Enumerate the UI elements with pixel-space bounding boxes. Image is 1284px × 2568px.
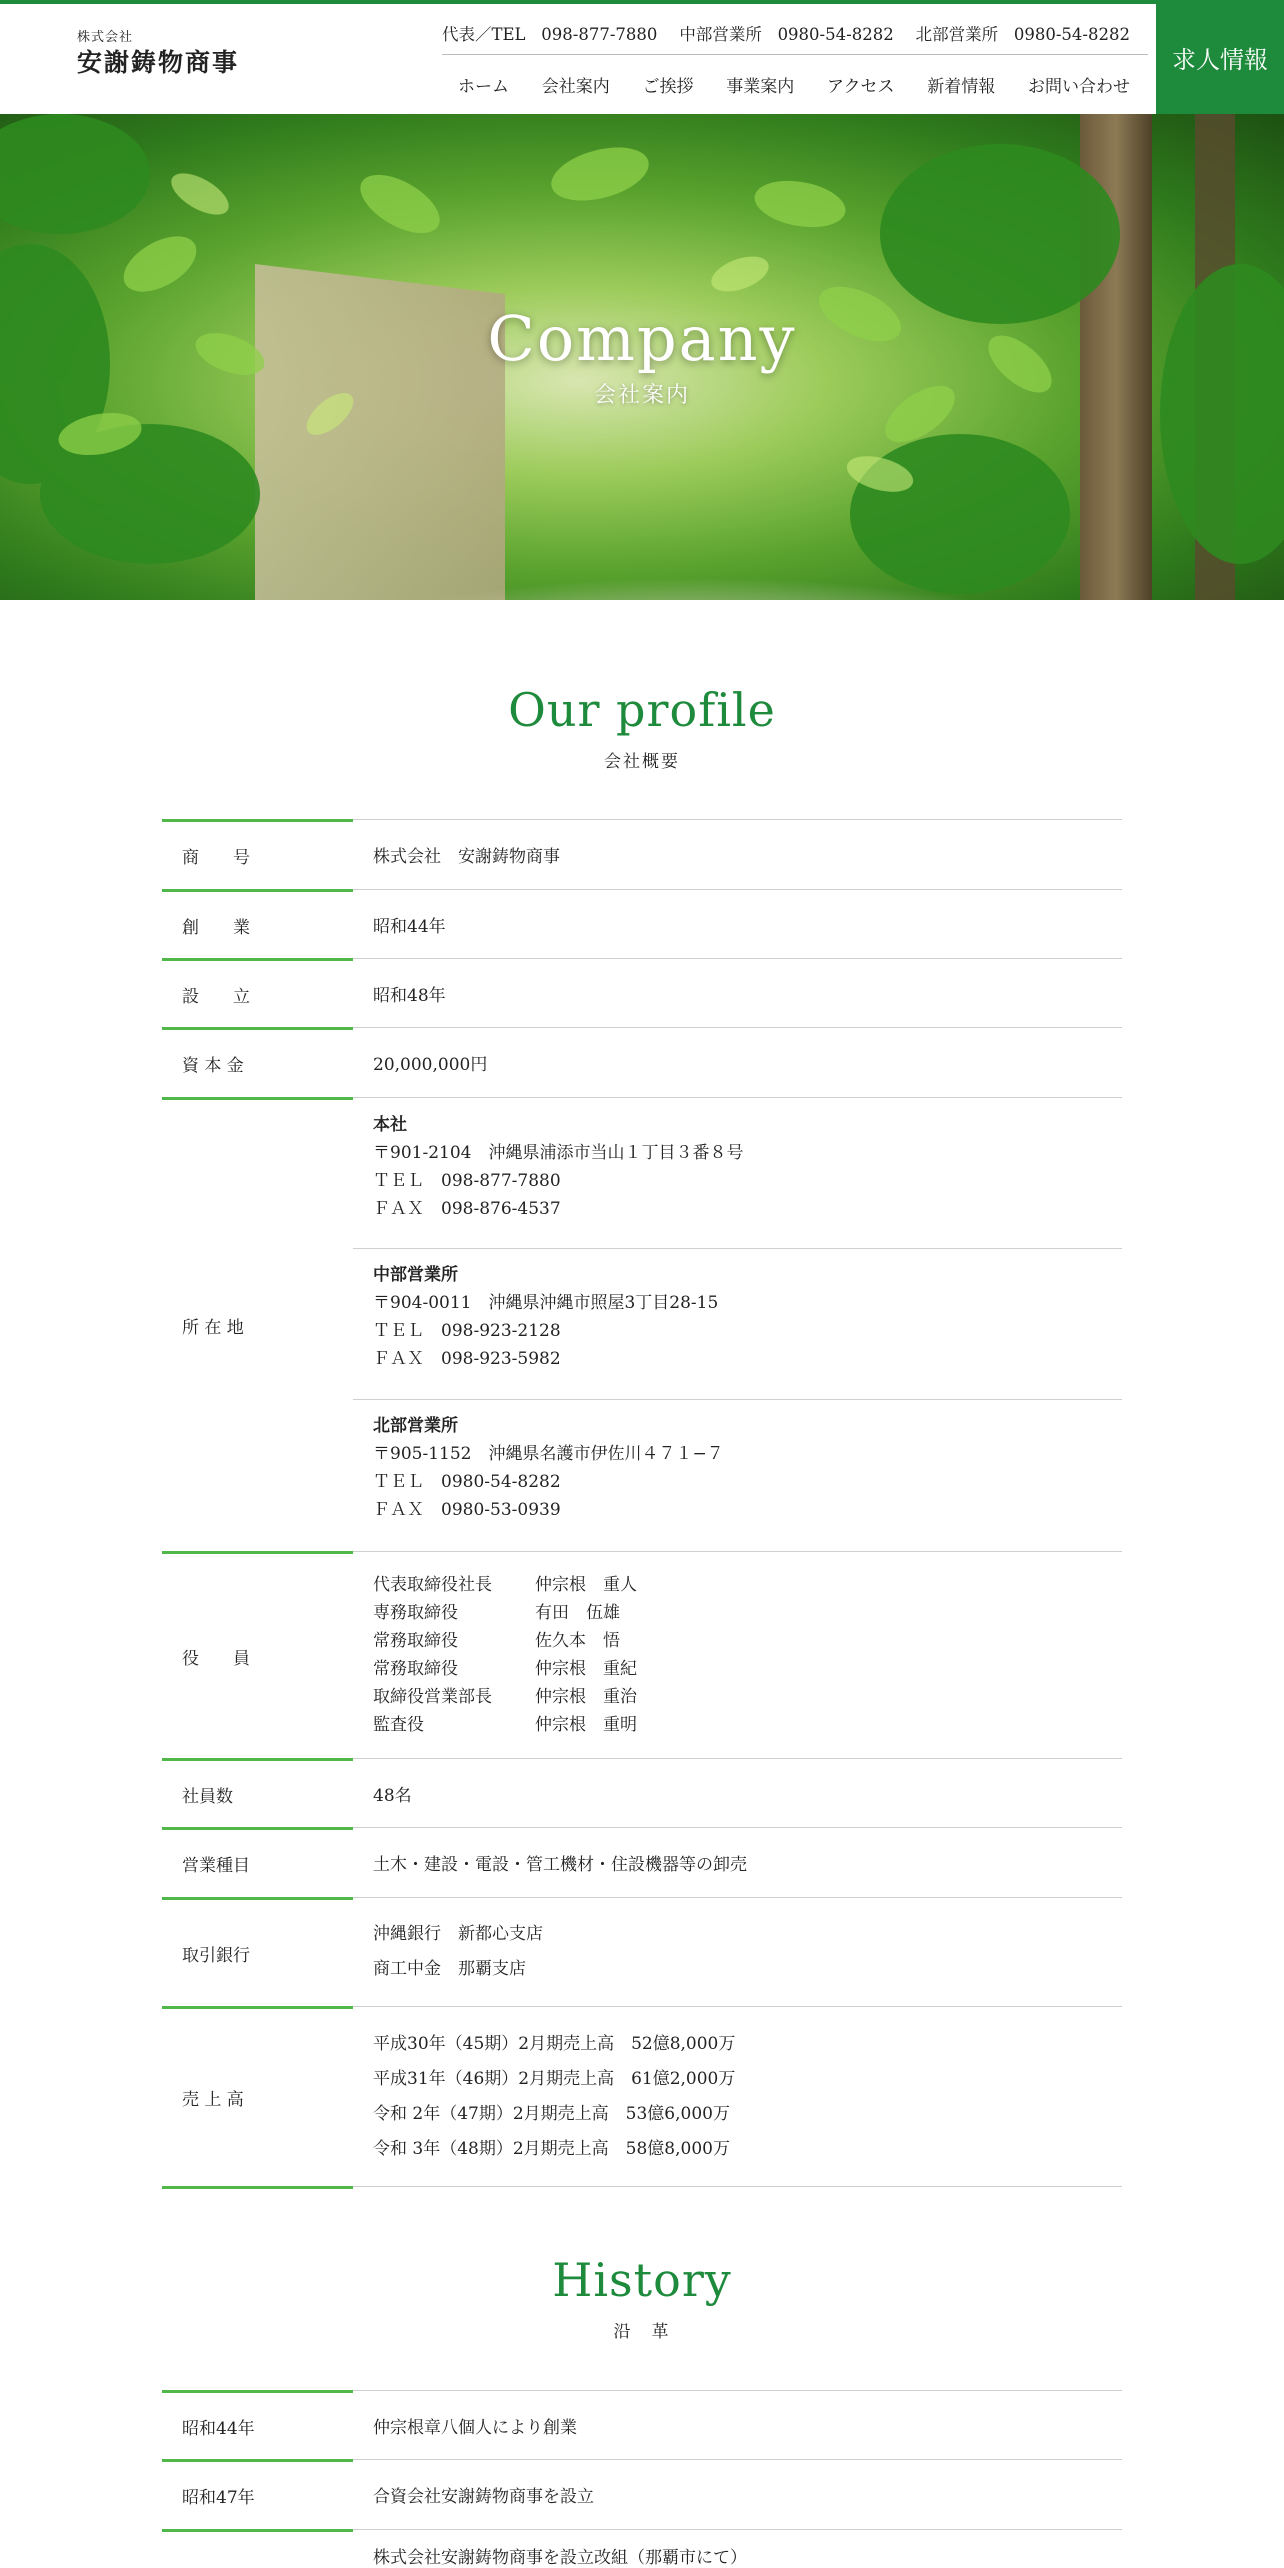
site-logo[interactable] [77, 30, 239, 80]
main-nav [442, 64, 1148, 104]
table-row-officers [162, 1551, 1122, 1758]
officer-name: 仲宗根 重明 [535, 1715, 637, 1735]
table-bottom-line [353, 2186, 1122, 2187]
officer-list [373, 1571, 637, 1739]
table-row [162, 2390, 1122, 2459]
sales-item: 令和 3年（48期）2月期売上高 58億8,000万 [373, 2138, 730, 2159]
contact-label: 北部営業所 [915, 25, 999, 44]
officer-position: 常務取締役 [373, 1631, 458, 1651]
row-label: 社員数 [162, 1758, 353, 1827]
row-value: 48名 [353, 1758, 1122, 1827]
history-title: History [552, 2253, 732, 2307]
hero-subtitle: 会社案内 [593, 383, 690, 408]
sales-item: 平成31年（46期）2月期売上高 61億2,000万 [373, 2068, 736, 2089]
office-name: 中部営業所 [373, 1265, 458, 1285]
bank-item: 沖縄銀行 新都心支店 [373, 1924, 543, 1944]
row-divider [353, 1399, 1122, 1400]
history-year: 昭和44年 [162, 2390, 353, 2459]
list-item [373, 1655, 637, 1683]
history-subtitle: 沿 革 [613, 2322, 671, 2342]
office-northern [353, 1412, 1122, 1524]
contact-bar [442, 16, 1130, 50]
list-item [373, 1571, 637, 1599]
officer-position: 専務取締役 [373, 1603, 458, 1623]
row-value [353, 1897, 1122, 2006]
office-fax: ＦＡＸ 098-923-5982 [373, 1349, 561, 1369]
hero-banner [0, 114, 1284, 600]
officer-name: 有田 伍雄 [535, 1603, 620, 1623]
office-address: 〒904-0011 沖縄県沖縄市照屋3丁目28-15 [373, 1293, 719, 1313]
office-name: 本社 [373, 1115, 407, 1135]
row-value: 株式会社 安謝鋳物商事 [353, 819, 1122, 889]
table-row [162, 2459, 1122, 2529]
office-central [353, 1261, 1122, 1373]
site-header [0, 4, 1284, 114]
row-label: 資 本 金 [162, 1027, 353, 1097]
row-divider [353, 1097, 1122, 1098]
table-row [162, 958, 1122, 1027]
logo-company-type: 株式会社 [77, 30, 134, 45]
history-year [162, 2529, 353, 2568]
row-label: 所 在 地 [162, 1097, 353, 1551]
nav-company[interactable]: 会社案内 [541, 76, 610, 97]
profile-title: Our profile [508, 683, 776, 737]
row-value [353, 2006, 1122, 2186]
office-head [353, 1111, 1122, 1223]
history-event: 株式会社安謝鋳物商事を設立改組（那覇市にて） [353, 2529, 1122, 2568]
table-row-location [162, 1097, 1122, 1551]
contact-tel[interactable]: 098-877-7880 [541, 25, 658, 44]
row-value: 20,000,000円 [353, 1027, 1122, 1097]
row-label: 売 上 高 [162, 2006, 353, 2186]
row-label: 創 業 [162, 889, 353, 958]
office-address: 〒901-2104 沖縄県浦添市当山１丁目３番８号 [373, 1143, 744, 1163]
table-row [162, 1758, 1122, 1827]
table-bottom-accent [162, 2186, 353, 2189]
contact-label: 代表／TEL [442, 25, 526, 44]
office-tel: ＴＥＬ 0980-54-8282 [373, 1472, 561, 1492]
history-year: 昭和47年 [162, 2459, 353, 2529]
contact-northern-office [916, 21, 1130, 45]
officer-name: 仲宗根 重治 [535, 1687, 637, 1707]
row-divider [353, 1248, 1122, 1249]
contact-head-office [442, 21, 657, 45]
officer-name: 仲宗根 重人 [535, 1575, 637, 1595]
office-fax: ＦＡＸ 0980-53-0939 [373, 1500, 561, 1520]
list-item [373, 1711, 637, 1739]
office-address: 〒905-1152 沖縄県名護市伊佐川４７１−７ [373, 1444, 724, 1464]
office-name: 北部営業所 [373, 1416, 458, 1436]
list-item [373, 1683, 637, 1711]
table-row-banks [162, 1897, 1122, 2006]
row-label: 役 員 [162, 1551, 353, 1758]
nav-business[interactable]: 事業案内 [726, 76, 795, 97]
row-label: 商 号 [162, 819, 353, 889]
header-divider [442, 54, 1148, 55]
nav-news[interactable]: 新着情報 [927, 76, 996, 97]
nav-contact[interactable]: お問い合わせ [1028, 76, 1130, 97]
table-row [162, 2529, 1122, 2568]
hero-title: Company [487, 302, 797, 375]
contact-central-office [679, 21, 893, 45]
officer-position: 取締役営業部長 [373, 1687, 492, 1707]
logo-company-name: 安謝鋳物商事 [77, 48, 240, 77]
profile-subtitle: 会社概要 [604, 752, 680, 772]
table-row [162, 889, 1122, 958]
row-value: 土木・建設・電設・管工機材・住設機器等の卸売 [353, 1827, 1122, 1897]
table-row [162, 1827, 1122, 1897]
nav-access[interactable]: アクセス [827, 76, 895, 97]
contact-tel[interactable]: 0980-54-8282 [777, 25, 894, 44]
table-row [162, 819, 1122, 889]
contact-tel[interactable]: 0980-54-8282 [1013, 25, 1130, 44]
row-value: 昭和44年 [353, 889, 1122, 958]
contact-label: 中部営業所 [679, 25, 762, 44]
officer-position: 常務取締役 [373, 1659, 458, 1679]
list-item [373, 1599, 637, 1627]
list-item [373, 1627, 637, 1655]
office-tel: ＴＥＬ 098-877-7880 [373, 1171, 561, 1191]
table-row [162, 1027, 1122, 1097]
row-value [353, 1551, 1122, 1758]
bank-item: 商工中金 那覇支店 [373, 1959, 526, 1979]
history-event: 仲宗根章八個人により創業 [353, 2390, 1122, 2459]
row-label: 取引銀行 [162, 1897, 353, 2006]
officer-name: 佐久本 悟 [535, 1631, 620, 1651]
table-row-sales [162, 2006, 1122, 2186]
recruit-button[interactable]: 求人情報 [1156, 0, 1284, 114]
officer-name: 仲宗根 重紀 [535, 1659, 637, 1679]
sales-item: 令和 2年（47期）2月期売上高 53億6,000万 [373, 2103, 730, 2124]
row-value: 昭和48年 [353, 958, 1122, 1027]
office-tel: ＴＥＬ 098-923-2128 [373, 1321, 561, 1341]
nav-greeting[interactable]: ご挨拶 [642, 76, 694, 97]
sales-item: 平成30年（45期）2月期売上高 52億8,000万 [373, 2033, 736, 2054]
row-label: 営業種目 [162, 1827, 353, 1897]
officer-position: 監査役 [373, 1715, 424, 1735]
history-event: 合資会社安謝鋳物商事を設立 [353, 2459, 1122, 2529]
officer-position: 代表取締役社長 [373, 1575, 492, 1595]
row-label: 設 立 [162, 958, 353, 1027]
nav-home[interactable]: ホーム [458, 76, 509, 97]
office-fax: ＦＡＸ 098-876-4537 [373, 1199, 561, 1219]
